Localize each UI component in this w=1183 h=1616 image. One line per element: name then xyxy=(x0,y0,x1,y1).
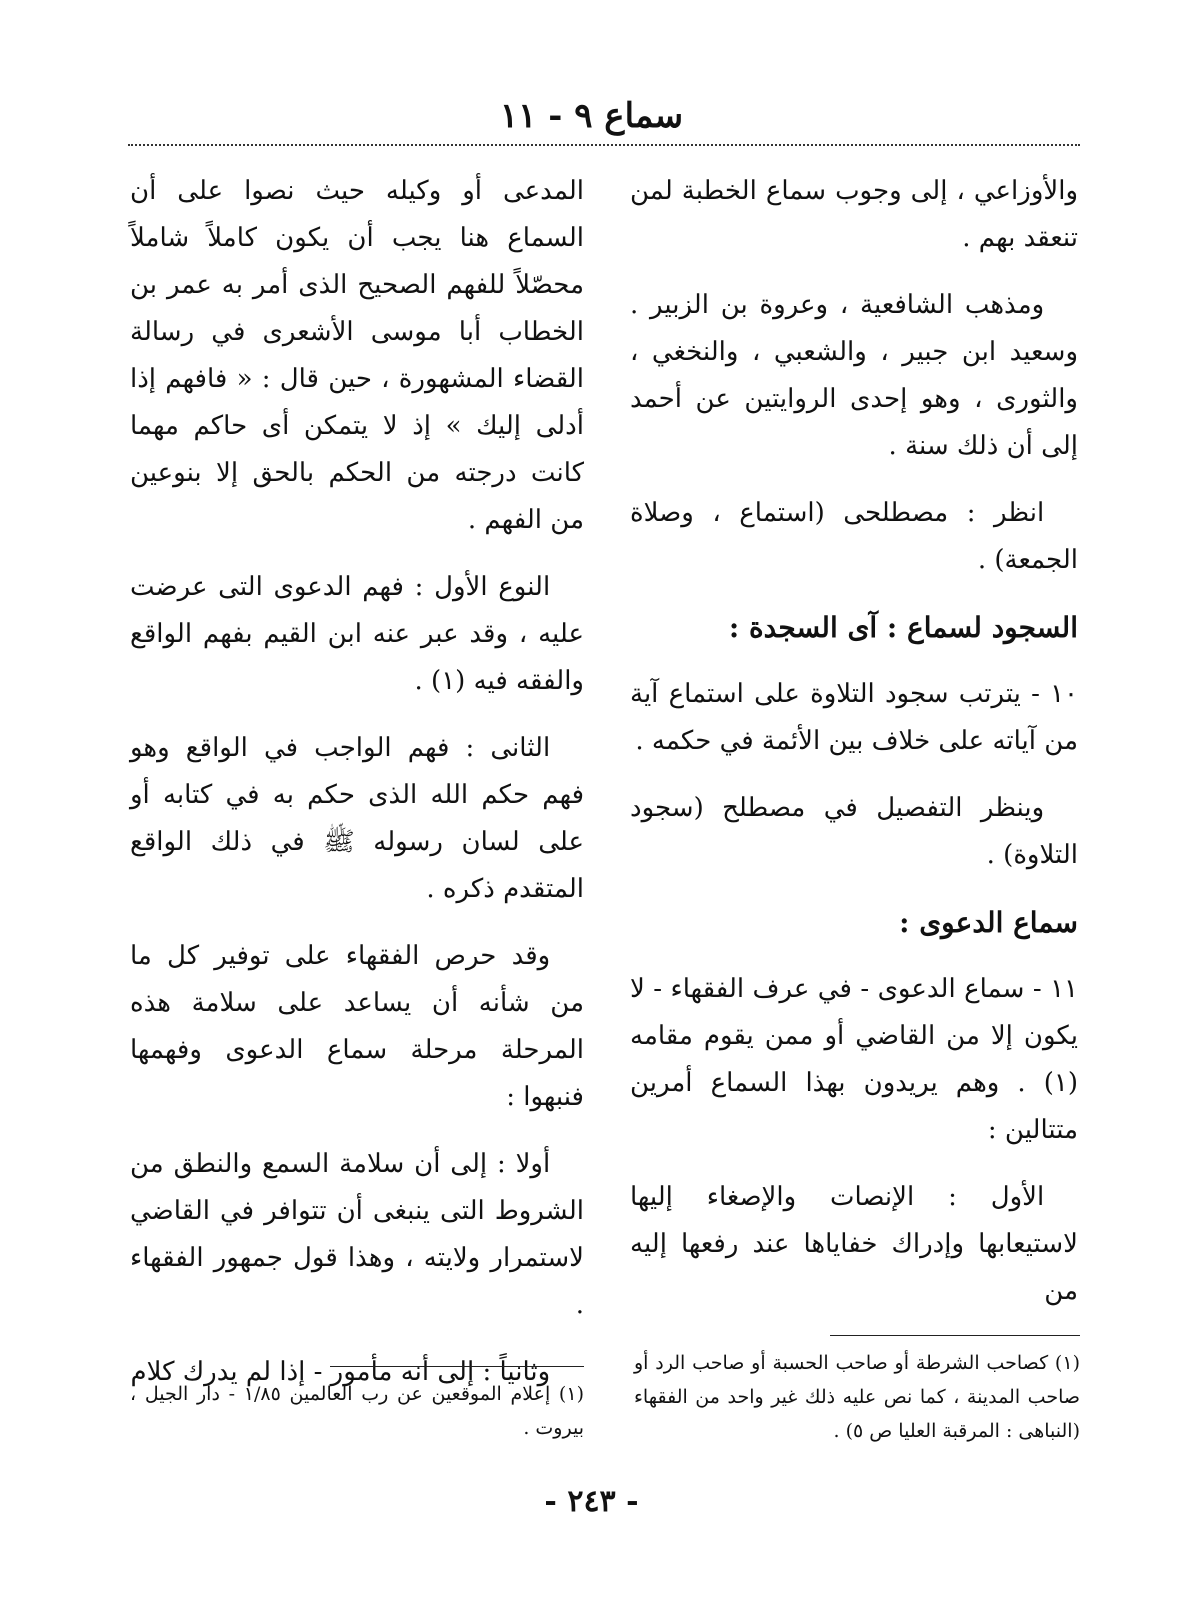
header-dotted-rule xyxy=(128,144,1080,146)
section-heading-sama-al-dawa: سماع الدعوى : xyxy=(899,906,1078,939)
right-paragraph-3: انظر : مصطلحى (استماع ، وصلاة الجمعة) . xyxy=(630,498,1078,575)
left-paragraph-5: أولا : إلى أن سلامة السمع والنطق من الشروط التى ينبغى أن تتوافر في القاضي لاستمرار ولايته ، وهذا قول جمهور الفقهاء . xyxy=(130,1149,584,1320)
footnote-left: (١) إعلام الموقعين عن رب العالمين ١/٨٥ - دار الجيل ، بيروت . xyxy=(130,1383,584,1439)
footnote-right: (١) كصاحب الشرطة أو صاحب الحسبة أو صاحب الرد أو صاحب المدينة ، كما نص عليه ذلك غير واحد من الفقهاء (النباهى : المرقبة العليا ص ٥) . xyxy=(634,1352,1080,1442)
right-paragraph-6: ١١ - سماع الدعوى - في عرف الفقهاء - لا يكون إلا من القاضي أو ممن يقوم مقامه (١) . وهم يريدون بهذا السماع أمرين متتالين : xyxy=(630,974,1078,1145)
right-paragraph-4: ١٠ - يترتب سجود التلاوة على استماع آية من آياته على خلاف بين الأئمة في حكمه . xyxy=(630,679,1078,756)
footnote-rule-left xyxy=(330,1366,584,1367)
page-number: - ٢٤٣ - xyxy=(544,1484,639,1519)
right-paragraph-5: وينظر التفصيل في مصطلح (سجود التلاوة) . xyxy=(630,793,1078,870)
right-paragraph-7: الأول : الإنصات والإصغاء إليها لاستيعابها وإدراك خفاياها عند رفعها إليه من xyxy=(630,1182,1078,1306)
left-paragraph-2: النوع الأول : فهم الدعوى التى عرضت عليه ، وقد عبر عنه ابن القيم بفهم الواقع والفقه فيه (١) . xyxy=(130,572,584,696)
left-column xyxy=(130,168,584,1416)
section-heading-sujud: السجود لسماع : آى السجدة : xyxy=(728,611,1078,644)
left-paragraph-4: وقد حرص الفقهاء على توفير كل ما من شأنه أن يساعد على سلامة هذه المرحلة مرحلة سماع الدعوى وفهمها فنبهوا : xyxy=(130,941,584,1112)
running-header-title: سماع ٩ - ١١ xyxy=(499,96,684,136)
right-paragraph-1: والأوزاعي ، إلى وجوب سماع الخطبة لمن تنعقد بهم . xyxy=(630,176,1078,253)
footnote-rule-right xyxy=(830,1335,1080,1336)
right-paragraph-2: ومذهب الشافعية ، وعروة بن الزبير . وسعيد ابن جبير ، والشعبي ، والنخغي ، والثورى ، وهو إحدى الروايتين عن أحمد إلى أن ذلك سنة . xyxy=(630,290,1078,461)
right-column xyxy=(630,168,1078,1335)
left-paragraph-1: المدعى أو وكيله حيث نصوا على أن السماع هنا يجب أن يكون كاملاً شاملاً محصّلاً للفهم الصحيح الذى أمر به عمر بن الخطاب أبا موسى الأشعرى في رسالة القضاء المشهورة ، حين قال : « فافهم إذا أدلى إليك » إذ لا يتمكن أى حاكم مهما كانت درجته من الحكم بالحق إلا بنوعين من الفهم . xyxy=(130,176,584,535)
left-paragraph-6: وثانياً : إلى أنه مأمور - إذا لم يدرك كلام xyxy=(130,1357,551,1387)
left-paragraph-3: الثانى : فهم الواجب في الواقع وهو فهم حكم الله الذى حكم به في كتابه أو على لسان رسوله ﷺ في ذلك الواقع المتقدم ذكره . xyxy=(130,733,584,904)
